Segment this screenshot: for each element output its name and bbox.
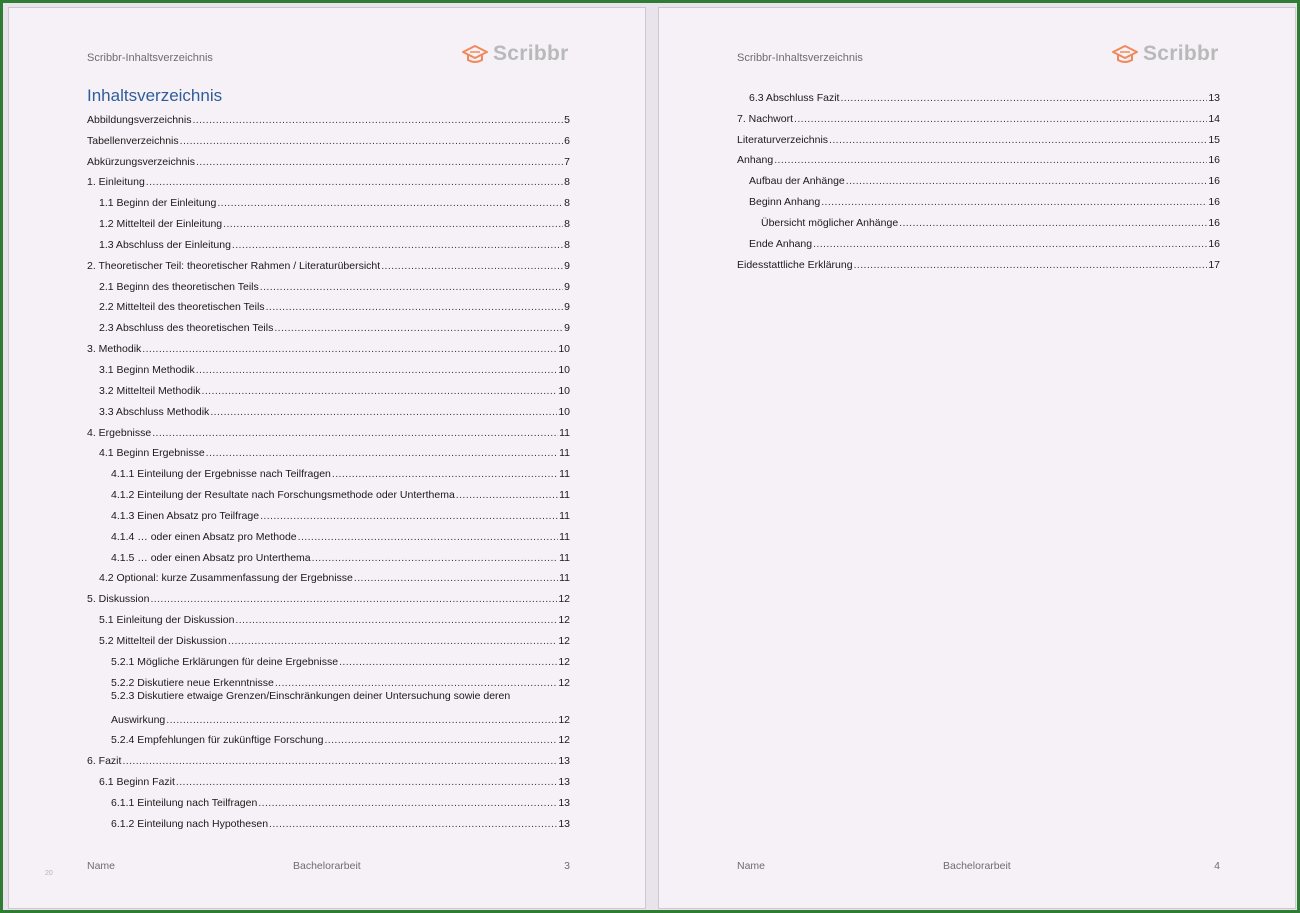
toc-leader-dots	[142, 343, 557, 355]
toc-leader-dots	[223, 218, 563, 230]
toc-entry-label: 7. Nachwort	[737, 112, 794, 125]
toc-entry-page: 10	[558, 405, 570, 418]
toc-entry-label: 4.1.1 Einteilung der Ergebnisse nach Teilfragen	[111, 468, 331, 481]
toc-entry[interactable]	[87, 273, 570, 294]
toc-entry-label: 1. Einleitung	[87, 176, 145, 189]
toc-entry-label: 5.2.1 Mögliche Erklärungen für deine Ergebnisse	[111, 655, 339, 668]
toc-entry-page: 12	[558, 655, 570, 668]
toc-entry-label: Tabellenverzeichnis	[87, 134, 179, 147]
footer-page-number: 3	[564, 860, 570, 872]
toc-entry-label: 1.1 Beginn der Einleitung	[99, 197, 217, 210]
toc-entry-page: 5	[564, 113, 570, 126]
toc-leader-dots	[152, 427, 558, 439]
footer-name: Name	[87, 860, 116, 872]
toc-entry[interactable]	[737, 147, 1220, 168]
toc-entry-label: 3.1 Beginn Methodik	[99, 363, 195, 376]
toc-leader-dots	[180, 135, 564, 147]
toc-entry[interactable]	[87, 294, 570, 315]
toc-leader-dots	[813, 238, 1207, 250]
toc-entry[interactable]	[87, 768, 570, 789]
toc-entry[interactable]	[87, 398, 570, 419]
toc-entry-page: 8	[564, 218, 570, 231]
toc-entry[interactable]	[87, 669, 570, 690]
page-3	[8, 7, 646, 909]
toc-leader-dots	[176, 776, 557, 788]
toc-leader-dots	[196, 156, 563, 168]
toc-entry[interactable]	[87, 252, 570, 273]
toc-entry-label: 1.2 Mittelteil der Einleitung	[99, 218, 223, 231]
toc-entry-page: 8	[564, 176, 570, 189]
toc-entry-label: 4.1.4 … oder einen Absatz pro Methode	[111, 530, 297, 543]
toc-leader-dots	[269, 818, 557, 830]
toc-entry-page: 16	[1208, 175, 1220, 188]
toc-leader-dots	[774, 154, 1207, 166]
toc-leader-dots	[122, 755, 557, 767]
toc-entry-label: Abbildungsverzeichnis	[87, 113, 192, 126]
toc-entry[interactable]	[737, 105, 1220, 126]
toc-entry-label: 6. Fazit	[87, 755, 122, 768]
toc-entry[interactable]	[87, 189, 570, 210]
toc-entry-page: 10	[558, 384, 570, 397]
toc-list-right	[737, 84, 1220, 272]
toc-entry-page: 14	[1208, 112, 1220, 125]
toc-entry-label: Auswirkung	[111, 713, 166, 726]
logo-text: Scribbr	[1143, 42, 1219, 65]
toc-leader-dots	[275, 677, 557, 689]
toc-entry-label: 5. Diskussion	[87, 593, 150, 606]
toc-entry-label-line1: 5.2.3 Diskutiere etwaige Grenzen/Einschränkungen deiner Untersuchung sowie deren	[111, 689, 511, 702]
toc-entry[interactable]	[87, 606, 570, 627]
toc-entry[interactable]	[87, 810, 570, 831]
toc-leader-dots	[312, 552, 558, 564]
toc-entry-label: 4.1.2 Einteilung der Resultate nach Forschungsmethode oder Unterthema	[111, 489, 455, 502]
toc-entry[interactable]	[87, 356, 570, 377]
toc-entry-label: 6.3 Abschluss Fazit	[749, 91, 840, 104]
toc-entry-label: Übersicht möglicher Anhänge	[761, 216, 899, 229]
scribbr-logo	[461, 42, 569, 66]
footer-page-number: 4	[1214, 860, 1220, 872]
toc-leader-dots	[274, 322, 563, 334]
toc-entry-page: 16	[1208, 237, 1220, 250]
toc-entry[interactable]	[87, 335, 570, 356]
toc-entry-page: 13	[1208, 91, 1220, 104]
toc-leader-dots	[381, 260, 563, 272]
toc-entry-label: Ende Anhang	[749, 237, 813, 250]
toc-entry-label: 2.1 Beginn des theoretischen Teils	[99, 280, 259, 293]
toc-entry[interactable]	[737, 209, 1220, 230]
toc-entry-label: 5.1 Einleitung der Diskussion	[99, 614, 235, 627]
toc-entry-label: Anhang	[737, 154, 774, 167]
header-title: Scribbr-Inhaltsverzeichnis	[737, 52, 863, 64]
toc-leader-dots	[854, 259, 1208, 271]
toc-entry-label: Beginn Anhang	[749, 196, 821, 209]
corner-mark: 20	[45, 870, 53, 877]
toc-leader-dots	[821, 196, 1207, 208]
toc-entry-page: 13	[558, 817, 570, 830]
toc-leader-dots	[258, 797, 557, 809]
toc-entry-label: Eidesstattliche Erklärung	[737, 258, 853, 271]
toc-entry-page: 9	[564, 280, 570, 293]
toc-entry-page: 8	[564, 197, 570, 210]
toc-entry-label: Literaturverzeichnis	[737, 133, 829, 146]
toc-entry-label: 5.2.4 Empfehlungen für zukünftige Forschung	[111, 734, 324, 747]
scribbr-logo	[1111, 42, 1219, 66]
toc-entry-label: 4.1.3 Einen Absatz pro Teilfrage	[111, 509, 260, 522]
toc-entry-page: 15	[1208, 133, 1220, 146]
toc-leader-dots	[232, 239, 563, 251]
toc-entry-label: 6.1.1 Einteilung nach Teilfragen	[111, 797, 258, 809]
toc-leader-dots	[840, 92, 1207, 104]
toc-entry-page: 16	[1208, 216, 1220, 229]
toc-entry[interactable]	[87, 481, 570, 502]
toc-entry[interactable]	[87, 690, 570, 727]
toc-leader-dots	[266, 301, 564, 313]
graduation-cap-icon	[1111, 43, 1139, 65]
toc-leader-dots	[206, 447, 558, 459]
toc-entry[interactable]	[87, 502, 570, 523]
toc-entry-label: 3.2 Mittelteil Methodik	[99, 384, 201, 397]
toc-entry-page: 11	[559, 468, 570, 481]
toc-list-left	[87, 106, 570, 831]
toc-entry[interactable]	[87, 440, 570, 461]
toc-entry-page: 10	[558, 363, 570, 376]
footer-doc-type: Bachelorarbeit	[293, 860, 361, 872]
toc-entry-label: 6.1.2 Einteilung nach Hypothesen	[111, 817, 269, 830]
toc-entry[interactable]	[87, 210, 570, 231]
toc-leader-dots	[260, 510, 558, 522]
toc-entry[interactable]	[87, 314, 570, 335]
toc-entry-label: Aufbau der Anhänge	[749, 175, 845, 188]
toc-entry[interactable]	[87, 544, 570, 565]
toc-leader-dots	[196, 364, 558, 376]
toc-entry[interactable]	[87, 585, 570, 606]
toc-leader-dots	[217, 197, 563, 209]
toc-entry-page: 6	[564, 134, 570, 147]
toc-entry-label: 4.1 Beginn Ergebnisse	[99, 447, 205, 460]
toc-entry-label: 4.1.5 … oder einen Absatz pro Unterthema	[111, 551, 311, 564]
toc-leader-dots	[202, 385, 558, 397]
toc-entry-label: 3. Methodik	[87, 343, 142, 356]
toc-title: Inhaltsverzeichnis	[87, 86, 223, 105]
toc-entry-page: 12	[558, 593, 570, 606]
toc-entry-page: 7	[564, 155, 570, 168]
toc-leader-dots	[298, 531, 558, 543]
toc-entry[interactable]	[87, 419, 570, 440]
toc-entry[interactable]	[87, 377, 570, 398]
toc-entry[interactable]	[87, 789, 570, 810]
toc-entry-page: 11	[559, 551, 570, 564]
toc-entry[interactable]	[737, 84, 1220, 105]
toc-entry-page: 11	[559, 509, 570, 522]
toc-entry-page: 11	[559, 572, 570, 585]
toc-leader-dots	[354, 572, 558, 584]
toc-entry-page: 9	[564, 322, 570, 335]
toc-leader-dots	[794, 113, 1207, 125]
toc-leader-dots	[339, 656, 557, 668]
toc-entry-label: 2.3 Abschluss des theoretischen Teils	[99, 322, 274, 335]
toc-leader-dots	[228, 635, 558, 647]
toc-entry-page: 12	[558, 676, 570, 689]
toc-entry[interactable]	[737, 126, 1220, 147]
toc-entry-label: 6.1 Beginn Fazit	[99, 776, 175, 789]
toc-entry[interactable]	[87, 127, 570, 148]
toc-entry-page: 11	[559, 447, 570, 460]
toc-entry[interactable]	[87, 648, 570, 669]
toc-entry[interactable]	[87, 460, 570, 481]
toc-entry[interactable]	[87, 231, 570, 252]
toc-entry-page: 8	[564, 238, 570, 251]
toc-entry[interactable]	[87, 627, 570, 648]
toc-entry-page: 11	[559, 426, 570, 439]
toc-entry[interactable]	[87, 148, 570, 169]
toc-entry-page: 11	[559, 530, 570, 543]
toc-entry-label: 4.2 Optional: kurze Zusammenfassung der Ergebnisse	[99, 572, 353, 585]
toc-entry-label: 1.3 Abschluss der Einleitung	[99, 238, 231, 251]
toc-leader-dots	[166, 714, 557, 726]
toc-entry-page: 12	[558, 634, 570, 647]
toc-entry-label: 3.3 Abschluss Methodik	[99, 405, 210, 418]
toc-leader-dots	[829, 134, 1207, 146]
toc-leader-dots	[846, 175, 1208, 187]
toc-entry-page: 12	[558, 713, 570, 726]
toc-entry-page: 12	[558, 734, 570, 747]
toc-entry-page: 16	[1208, 154, 1220, 167]
toc-entry-page: 12	[558, 614, 570, 627]
toc-entry-label: 5.2.2 Diskutiere neue Erkenntnisse	[111, 676, 274, 689]
toc-entry-label: 2.2 Mittelteil des theoretischen Teils	[99, 301, 265, 314]
toc-entry-page: 9	[564, 301, 570, 314]
toc-leader-dots	[260, 281, 563, 293]
toc-entry-label: Abkürzungsverzeichnis	[87, 155, 195, 168]
toc-leader-dots	[235, 614, 557, 626]
toc-entry[interactable]	[87, 747, 570, 768]
toc-entry-page: 13	[558, 797, 570, 809]
toc-entry-page: 9	[564, 259, 570, 272]
toc-entry-label: 2. Theoretischer Teil: theoretischer Rahmen / Literaturübersicht	[87, 259, 381, 272]
toc-leader-dots	[150, 593, 557, 605]
toc-entry-page: 16	[1208, 196, 1220, 209]
toc-entry[interactable]	[87, 727, 570, 748]
toc-entry-page: 10	[558, 343, 570, 356]
toc-entry-page: 13	[558, 755, 570, 768]
page-4	[658, 7, 1296, 909]
toc-entry[interactable]	[87, 565, 570, 586]
header-title: Scribbr-Inhaltsverzeichnis	[87, 52, 213, 64]
toc-entry[interactable]	[737, 188, 1220, 209]
toc-leader-dots	[332, 468, 558, 480]
toc-entry[interactable]	[87, 106, 570, 127]
toc-leader-dots	[324, 734, 557, 746]
footer-name: Name	[737, 860, 766, 872]
toc-leader-dots	[210, 406, 557, 418]
toc-entry-label: 4. Ergebnisse	[87, 426, 152, 439]
toc-leader-dots	[456, 489, 558, 501]
toc-entry-page: 17	[1208, 258, 1220, 271]
toc-leader-dots	[146, 176, 563, 188]
toc-entry-page: 11	[559, 489, 570, 502]
graduation-cap-icon	[461, 43, 489, 65]
toc-entry[interactable]	[87, 523, 570, 544]
logo-text: Scribbr	[493, 42, 569, 65]
toc-entry[interactable]	[737, 251, 1220, 272]
toc-entry[interactable]	[737, 167, 1220, 188]
toc-leader-dots	[899, 217, 1207, 229]
toc-entry-page: 13	[558, 776, 570, 789]
toc-entry[interactable]	[87, 169, 570, 190]
footer-doc-type: Bachelorarbeit	[943, 860, 1011, 872]
toc-entry[interactable]	[737, 230, 1220, 251]
toc-leader-dots	[192, 114, 563, 126]
toc-entry-label: 5.2 Mittelteil der Diskussion	[99, 634, 227, 647]
